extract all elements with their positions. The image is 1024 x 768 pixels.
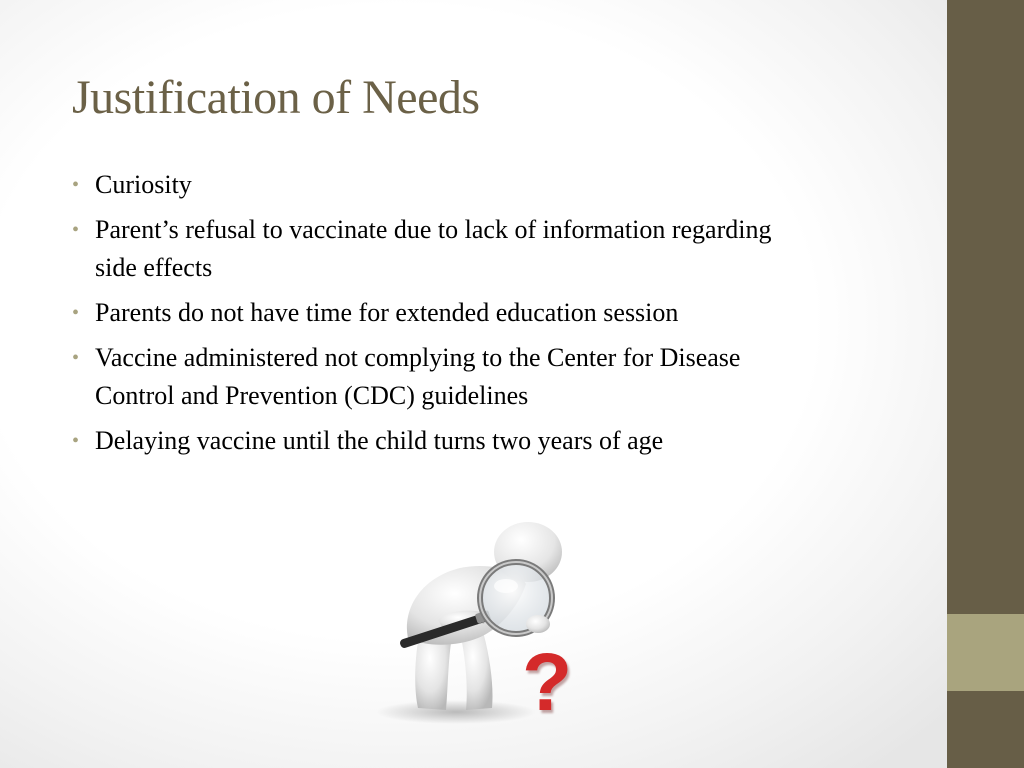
side-accent-block [947,614,1024,691]
bullet-text: Parents do not have time for extended education session [95,298,679,327]
bullet-text: Delaying vaccine until the child turns two years of age [95,426,664,455]
bullet-item [72,211,792,287]
bullet-item [72,422,792,460]
bullet-marker: • [72,347,80,369]
bullet-list [72,166,792,467]
bullet-marker: • [72,302,80,324]
bullet-text: Vaccine administered not complying to the Center for Disease Control and Prevention (CDC) guidelines [95,343,741,410]
bullet-marker: • [72,430,80,452]
bullet-text: Curiosity [95,170,192,199]
bullet-item [72,166,792,204]
bullet-item [72,294,792,332]
bullet-text: Parent’s refusal to vaccinate due to lack of information regarding side effects [95,215,772,282]
bullet-marker: • [72,174,80,196]
bullet-item [72,339,792,415]
question-mark-icon [522,637,592,728]
bullet-marker: • [72,219,80,241]
slide-title: Justification of Needs [72,71,480,124]
question-mark-glyph: ? [522,637,573,728]
